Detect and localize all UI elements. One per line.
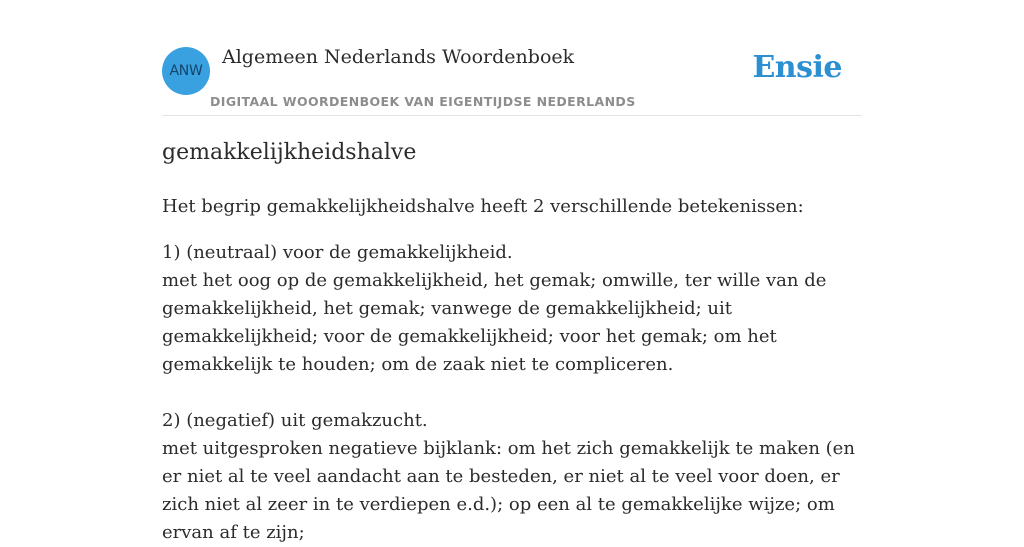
intro-text: Het begrip gemakkelijkheidshalve heeft 2 verschillende betekenissen: <box>162 196 804 217</box>
page-title: gemakkelijkheidshalve <box>162 140 417 165</box>
definition-item <box>162 239 862 379</box>
definition-item <box>162 407 862 547</box>
definition-text: met het oog op de gemakkelijkheid, het gemak; omwille, ter wille van de gemakkelijkheid, het gemak; vanwege de gemakkelijkheid; uit gemakkelijkheid; voor de gemakkelijkheid; voor het gemak; om het gemakkelijk te houden; om de zaak niet te compliceren. <box>162 270 827 375</box>
anw-logo[interactable] <box>162 47 210 95</box>
site-header <box>162 0 862 116</box>
definition-heading: 2) (negatief) uit gemakzucht. <box>162 410 428 431</box>
definition-heading: 1) (neutraal) voor de gemakkelijkheid. <box>162 242 513 263</box>
logo-text: ANW <box>169 63 203 79</box>
ensie-logo-link[interactable]: Ensie <box>752 50 842 85</box>
page-container <box>162 0 862 543</box>
dictionary-title[interactable]: Algemeen Nederlands Woordenboek <box>222 46 575 68</box>
dictionary-subtitle: DIGITAAL WOORDENBOEK VAN EIGENTIJDSE NEDERLANDS <box>210 94 636 109</box>
definitions-list <box>162 239 862 547</box>
definition-text: met uitgesproken negatieve bijklank: om het zich gemakkelijk te maken (en er niet al te veel aandacht aan te besteden, er niet al te veel voor doen, er zich niet al zeer in te verdiepen e.d.); op een al te gemakkelijke wijze; om ervan af te zijn; <box>162 438 855 543</box>
